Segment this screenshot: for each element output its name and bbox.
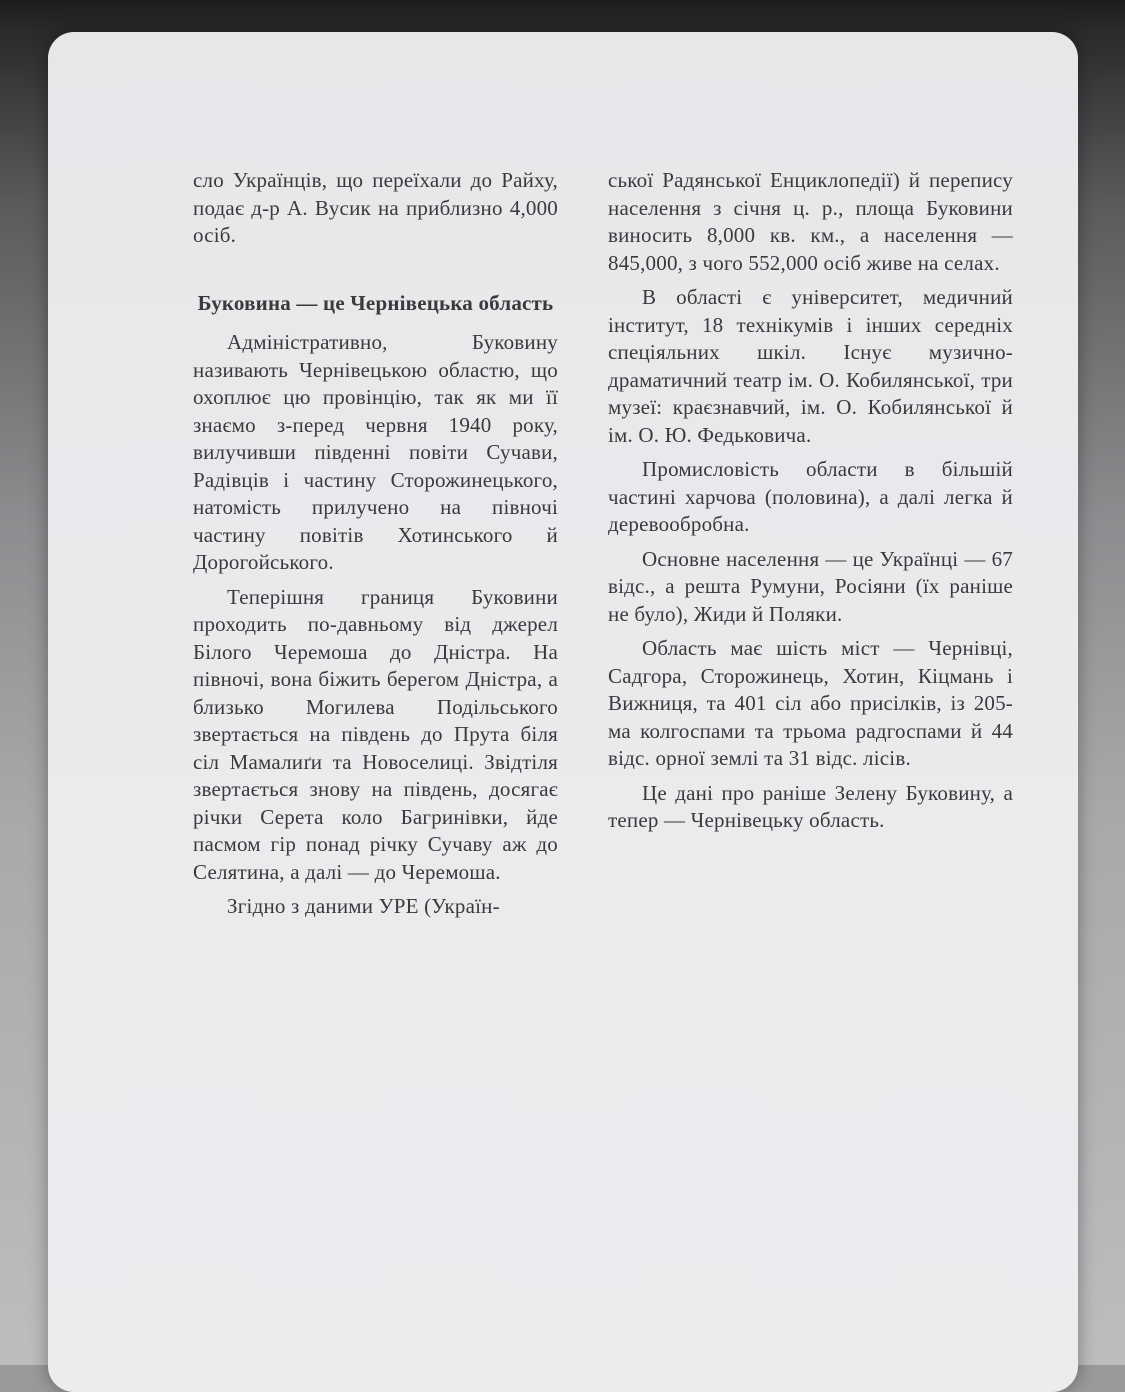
left-paragraph-1: сло Українців, що переїхали до Райху, подає д-р А. Вусик на приблизно 4,000 осіб.: [193, 168, 558, 247]
right-paragraph-4: Основне населення — це Українці — 67 відс., а решта Румуни, Росіяни (їх раніше не було), Жиди й Поляки.: [608, 546, 1013, 626]
left-paragraph-4: Згідно з даними УРЕ (Україн-: [227, 894, 500, 918]
left-paragraph-2: Адміністративно, Буковину називають Чернівецькою областю, що охоплює цю провінцію, так як ми її знаємо з-перед червня 1940 року, вилучивши південні повіти Сучави, Радівців і частину Сторожинецького, натомість прилучено на півночі частину повітів Хотинського й Дорогойського.: [193, 330, 558, 574]
book-page: [48, 32, 1078, 1392]
right-paragraph-5: Область має шість міст — Чернівці, Садгора, Сторожинець, Хотин, Кіцмань і Вижниця, та 401 сіл або присілків, із 205-ма колгоспами та трьома радгоспами й 44 відс. орної землі та 31 відс. лісів.: [608, 636, 1013, 770]
left-paragraph-3: Теперішня границя Буковини проходить по-давньому від джерел Білого Черемоша до Дністра. На півночі, вона біжить берегом Дністра, а близько Могилева Подільського звертається на південь до Прута біля сіл Мамалиґи та Новоселиці. Звідтіля звертається знову на південь, досягає річки Серета коло Багринівки, йде пасмом гір понад річку Сучаву аж до Селятина, а далі — до Черемоша.: [193, 584, 558, 884]
left-text-column: [193, 167, 558, 921]
right-paragraph-2: В області є університет, медичний інститут, 18 технікумів і інших середніх спеціяльних шкіл. Існує музично-драматичний театр ім. О. Кобилянської, три музеї: краєзнавчий, ім. О. Кобилянської й ім. О. Ю. Федьковича.: [608, 285, 1013, 447]
right-paragraph-1: ської Радянської Енциклопедії) й перепису населення з січня ц. р., площа Буковини виносить 8,000 кв. км., а населення — 845,000, з чого 552,000 осіб живе на селах.: [608, 168, 1013, 275]
right-paragraph-6: Це дані про раніше Зелену Буковину, а тепер — Чернівецьку область.: [608, 780, 1013, 832]
section-heading: Буковина — це Чернівецька область: [197, 290, 554, 315]
right-paragraph-3: Промисловість области в більшій частині харчова (половина), а далі легка й деревообробна.: [608, 457, 1013, 536]
right-text-column: [608, 167, 1013, 835]
